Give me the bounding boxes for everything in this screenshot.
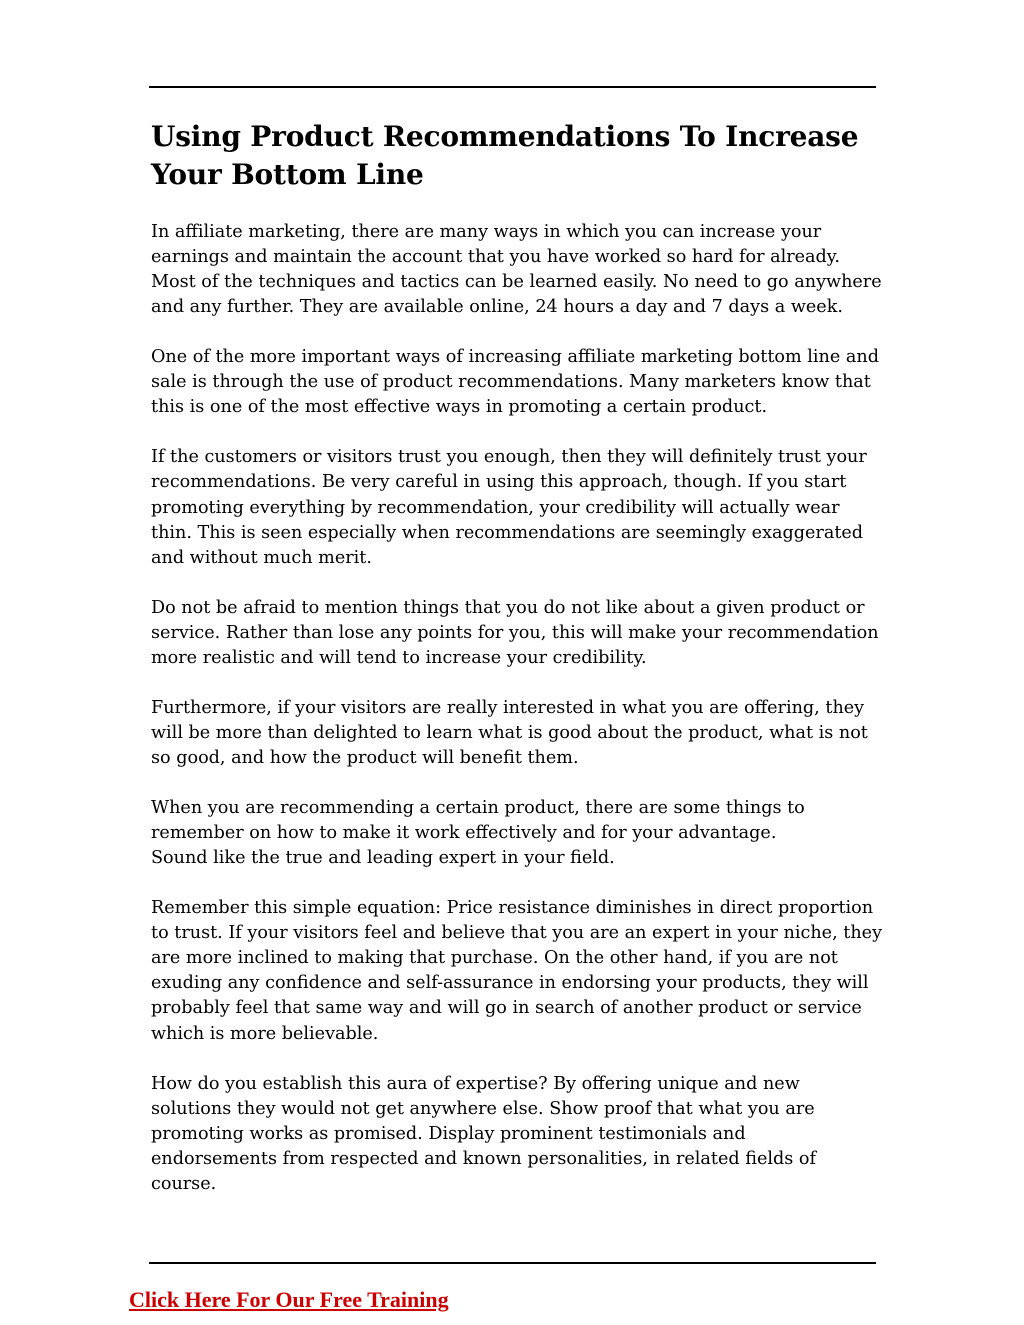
text-line: remember on how to make it work effectively and for your advantage. (151, 823, 777, 844)
paragraph-8 (151, 1072, 891, 1197)
text-line: which is more believable. (151, 1023, 379, 1044)
text-line: so good, and how the product will benefit them. (151, 747, 579, 768)
title-line: Your Bottom Line (151, 158, 424, 191)
top-divider (149, 86, 876, 88)
paragraph-2 (151, 345, 891, 420)
text-line: probably feel that same way and will go in search of another product or service (151, 998, 862, 1019)
paragraph-7 (151, 896, 891, 1046)
text-line: sale is through the use of product recommendations. Many marketers know that (151, 372, 871, 393)
text-line: recommendations. Be very careful in using this approach, though. If you start (151, 472, 847, 493)
paragraph-6 (151, 796, 891, 871)
text-line: If the customers or visitors trust you enough, then they will definitely trust your (151, 447, 867, 468)
text-line: Remember this simple equation: Price resistance diminishes in direct proportion (151, 898, 874, 919)
bottom-divider (149, 1262, 876, 1264)
text-line: solutions they would not get anywhere else. Show proof that what you are (151, 1098, 815, 1119)
text-line: endorsements from respected and known personalities, in related fields of (151, 1148, 817, 1169)
text-line: When you are recommending a certain product, there are some things to (151, 798, 805, 819)
text-line: will be more than delighted to learn what is good about the product, what is not (151, 722, 868, 743)
text-line: Do not be afraid to mention things that you do not like about a given product or (151, 597, 865, 618)
text-line: promoting everything by recommendation, your credibility will actually wear (151, 497, 840, 518)
text-line: Sound like the true and leading expert in your field. (151, 848, 615, 869)
document-body (151, 220, 891, 1222)
document-title (151, 118, 891, 194)
text-line: to trust. If your visitors feel and believe that you are an expert in your niche, they (151, 923, 883, 944)
text-line: Furthermore, if your visitors are really interested in what you are offering, they (151, 697, 865, 718)
text-line: promoting works as promised. Display prominent testimonials and (151, 1123, 746, 1144)
text-line: service. Rather than lose any points for you, this will make your recommendation (151, 622, 879, 643)
text-line: earnings and maintain the account that you have worked so hard for already. (151, 247, 840, 268)
text-line: In affiliate marketing, there are many ways in which you can increase your (151, 222, 822, 242)
title-line: Using Product Recommendations To Increase (151, 120, 859, 153)
text-line: One of the more important ways of increasing affiliate marketing bottom line and (151, 347, 879, 368)
text-line: course. (151, 1173, 217, 1194)
paragraph-4 (151, 596, 891, 671)
text-line: and any further. They are available online, 24 hours a day and 7 days a week. (151, 297, 843, 318)
text-line: are more inclined to making that purchase. On the other hand, if you are not (151, 948, 838, 969)
text-line: more realistic and will tend to increase your credibility. (151, 647, 647, 668)
paragraph-5 (151, 696, 891, 771)
paragraph-3 (151, 445, 891, 570)
text-line: How do you establish this aura of expertise? By offering unique and new (151, 1073, 800, 1094)
text-line: exuding any confidence and self-assurance in endorsing your products, they will (151, 973, 869, 994)
text-line: thin. This is seen especially when recommendations are seemingly exaggerated (151, 522, 864, 543)
text-line: and without much merit. (151, 547, 372, 568)
text-line: Most of the techniques and tactics can be learned easily. No need to go anywhere (151, 272, 882, 293)
text-line: this is one of the most effective ways in promoting a certain product. (151, 397, 768, 418)
free-training-link[interactable]: Click Here For Our Free Training (129, 1287, 449, 1312)
paragraph-1 (151, 220, 891, 320)
